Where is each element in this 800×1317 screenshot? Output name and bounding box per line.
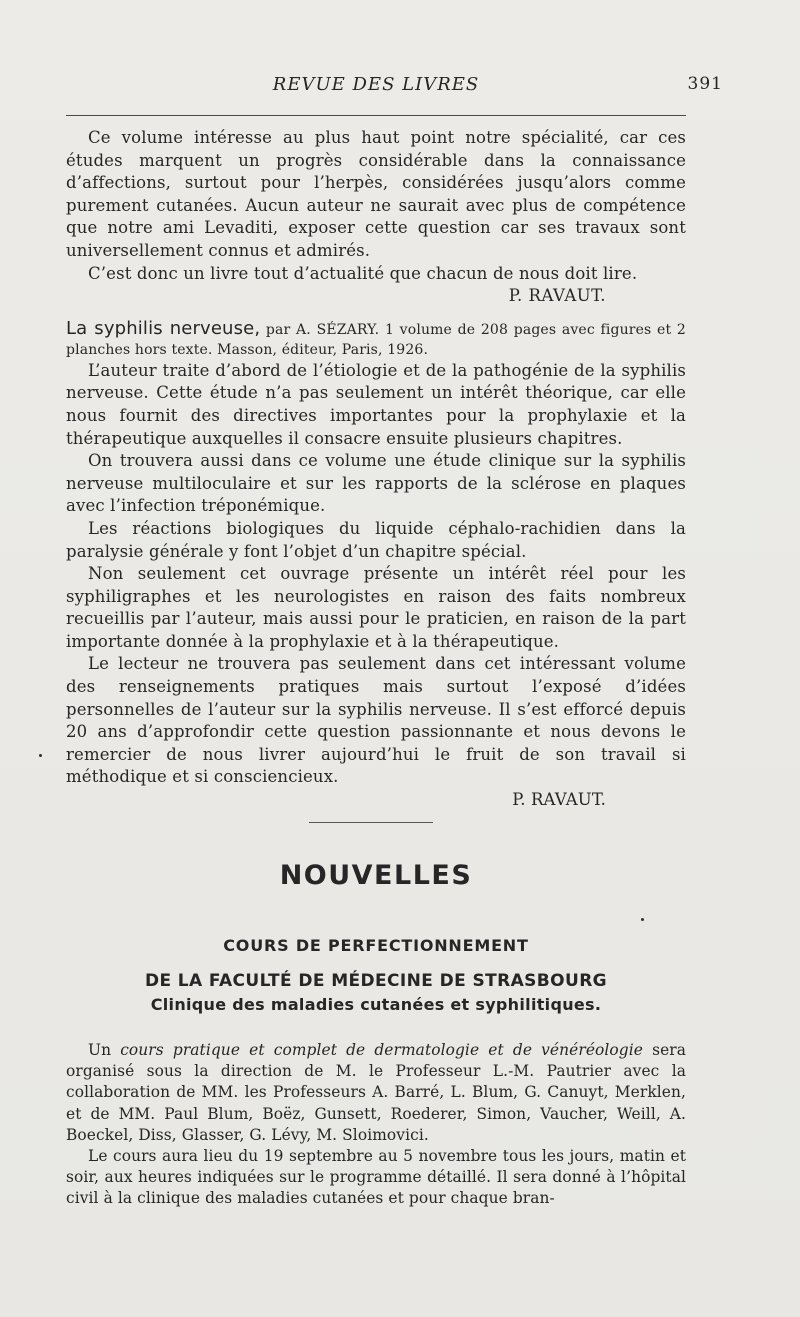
review-paragraph: Les réactions biologiques du liquide céphalo-rachidien dans la paralysie générale y font l’objet d’un chapitre spécial.: [66, 518, 686, 561]
news-paragraph-end: sera organisé sous la direction de M. le Professeur L.-M. Pautrier avec la collaboration de MM. les Professeurs A. Barré, L. Blum, G. Canuyt, Merklen, et de MM. Paul Blum, Boëz, Gunsett, Roederer, Simon, Vaucher, Weill, A. Boeckel, Diss, Glasser, G. Lévy, M. Sloimovici.: [66, 1041, 687, 1144]
running-head: [66, 74, 723, 100]
page-number: 391: [687, 74, 723, 94]
paper-speck: [39, 754, 42, 757]
book-meta: par A. SÉZARY. 1 volume de 208 pages avec figures et 2 planches hors texte. Masson, éditeur, Paris, 1926.: [66, 321, 686, 358]
running-title: REVUE DES LIVRES: [272, 74, 480, 95]
review-paragraph: Le lecteur ne trouvera pas seulement dans cet intéressant volume des renseignements pratiques mais surtout l’exposé d’idées personnelles de l’auteur sur la syphilis nerveuse. Il s’est efforcé depuis 20 ans d’approfondir cette question passionnante et nous devons le remercier de nous livrer aujourd’hui le fruit de son travail si méthodique et si consciencieux.: [66, 654, 686, 787]
section-title: NOUVELLES: [279, 860, 473, 891]
book-title: La syphilis nerveuse,: [66, 317, 261, 339]
review-paragraph: C’est donc un livre tout d’actualité que chacun de nous doit lire.: [88, 263, 638, 283]
section-divider: [309, 822, 433, 823]
news-paragraph: Le cours aura lieu du 19 septembre au 5 novembre tous les jours, matin et soir, aux heures indiquées sur le programme détaillé. Il sera donné à l’hôpital civil à la clinique des maladies cutanées et pour chaque bran-: [66, 1147, 686, 1208]
review-paragraph: Ce volume intéresse au plus haut point notre spécialité, car ces études marquent un progrès considérable dans la connaissance d’affections, surtout pour l’herpès, considérées jusqu’alors comme purement cutanées. Aucun auteur ne saurait avec plus de compétence que notre ami Levaditi, exposer cette question car ses travaux sont universellement connus et admirés.: [66, 128, 686, 260]
review-signature: P. RAVAUT.: [512, 790, 606, 810]
review-paragraph: Non seulement cet ouvrage présente un intérêt réel pour les syphiligraphes et les neurologistes en raison des faits nombreux recueillis par l’auteur, mais aussi pour le praticien, en raison de la part importante donnée à la prophylaxie et à la thérapeutique.: [66, 564, 686, 651]
review-paragraph: L’auteur traite d’abord de l’étiologie et de la pathogénie de la syphilis nerveuse. Cette étude n’a pas seulement un intérêt théorique, car elle nous fournit des directives importantes pour la prophylaxie et la thérapeutique auxquelles il consacre ensuite plusieurs chapitres.: [66, 360, 686, 448]
review-signature: P. RAVAUT.: [508, 286, 606, 306]
reviews-section: [66, 127, 686, 810]
faculty-title: DE LA FACULTÉ DE MÉDECINE DE STRASBOURG: [144, 971, 608, 991]
news-body: [66, 1040, 686, 1210]
clinic-title: Clinique des maladies cutanées et syphilitiques.: [150, 995, 602, 1014]
header-rule: [66, 115, 686, 116]
book-heading: [66, 319, 686, 360]
news-paragraph-start: Un: [88, 1041, 121, 1059]
paper-speck: [641, 918, 644, 921]
review-paragraph: On trouvera aussi dans ce volume une étude clinique sur la syphilis nerveuse multiloculaire et sur les rapports de la sclérose en plaques avec l’infection tréponémique.: [66, 451, 686, 516]
subsection-title: COURS DE PERFECTIONNEMENT: [223, 936, 529, 955]
news-paragraph: [66, 1040, 686, 1146]
course-name: cours pratique et complet de dermatologie et de vénéréologie: [120, 1041, 643, 1059]
